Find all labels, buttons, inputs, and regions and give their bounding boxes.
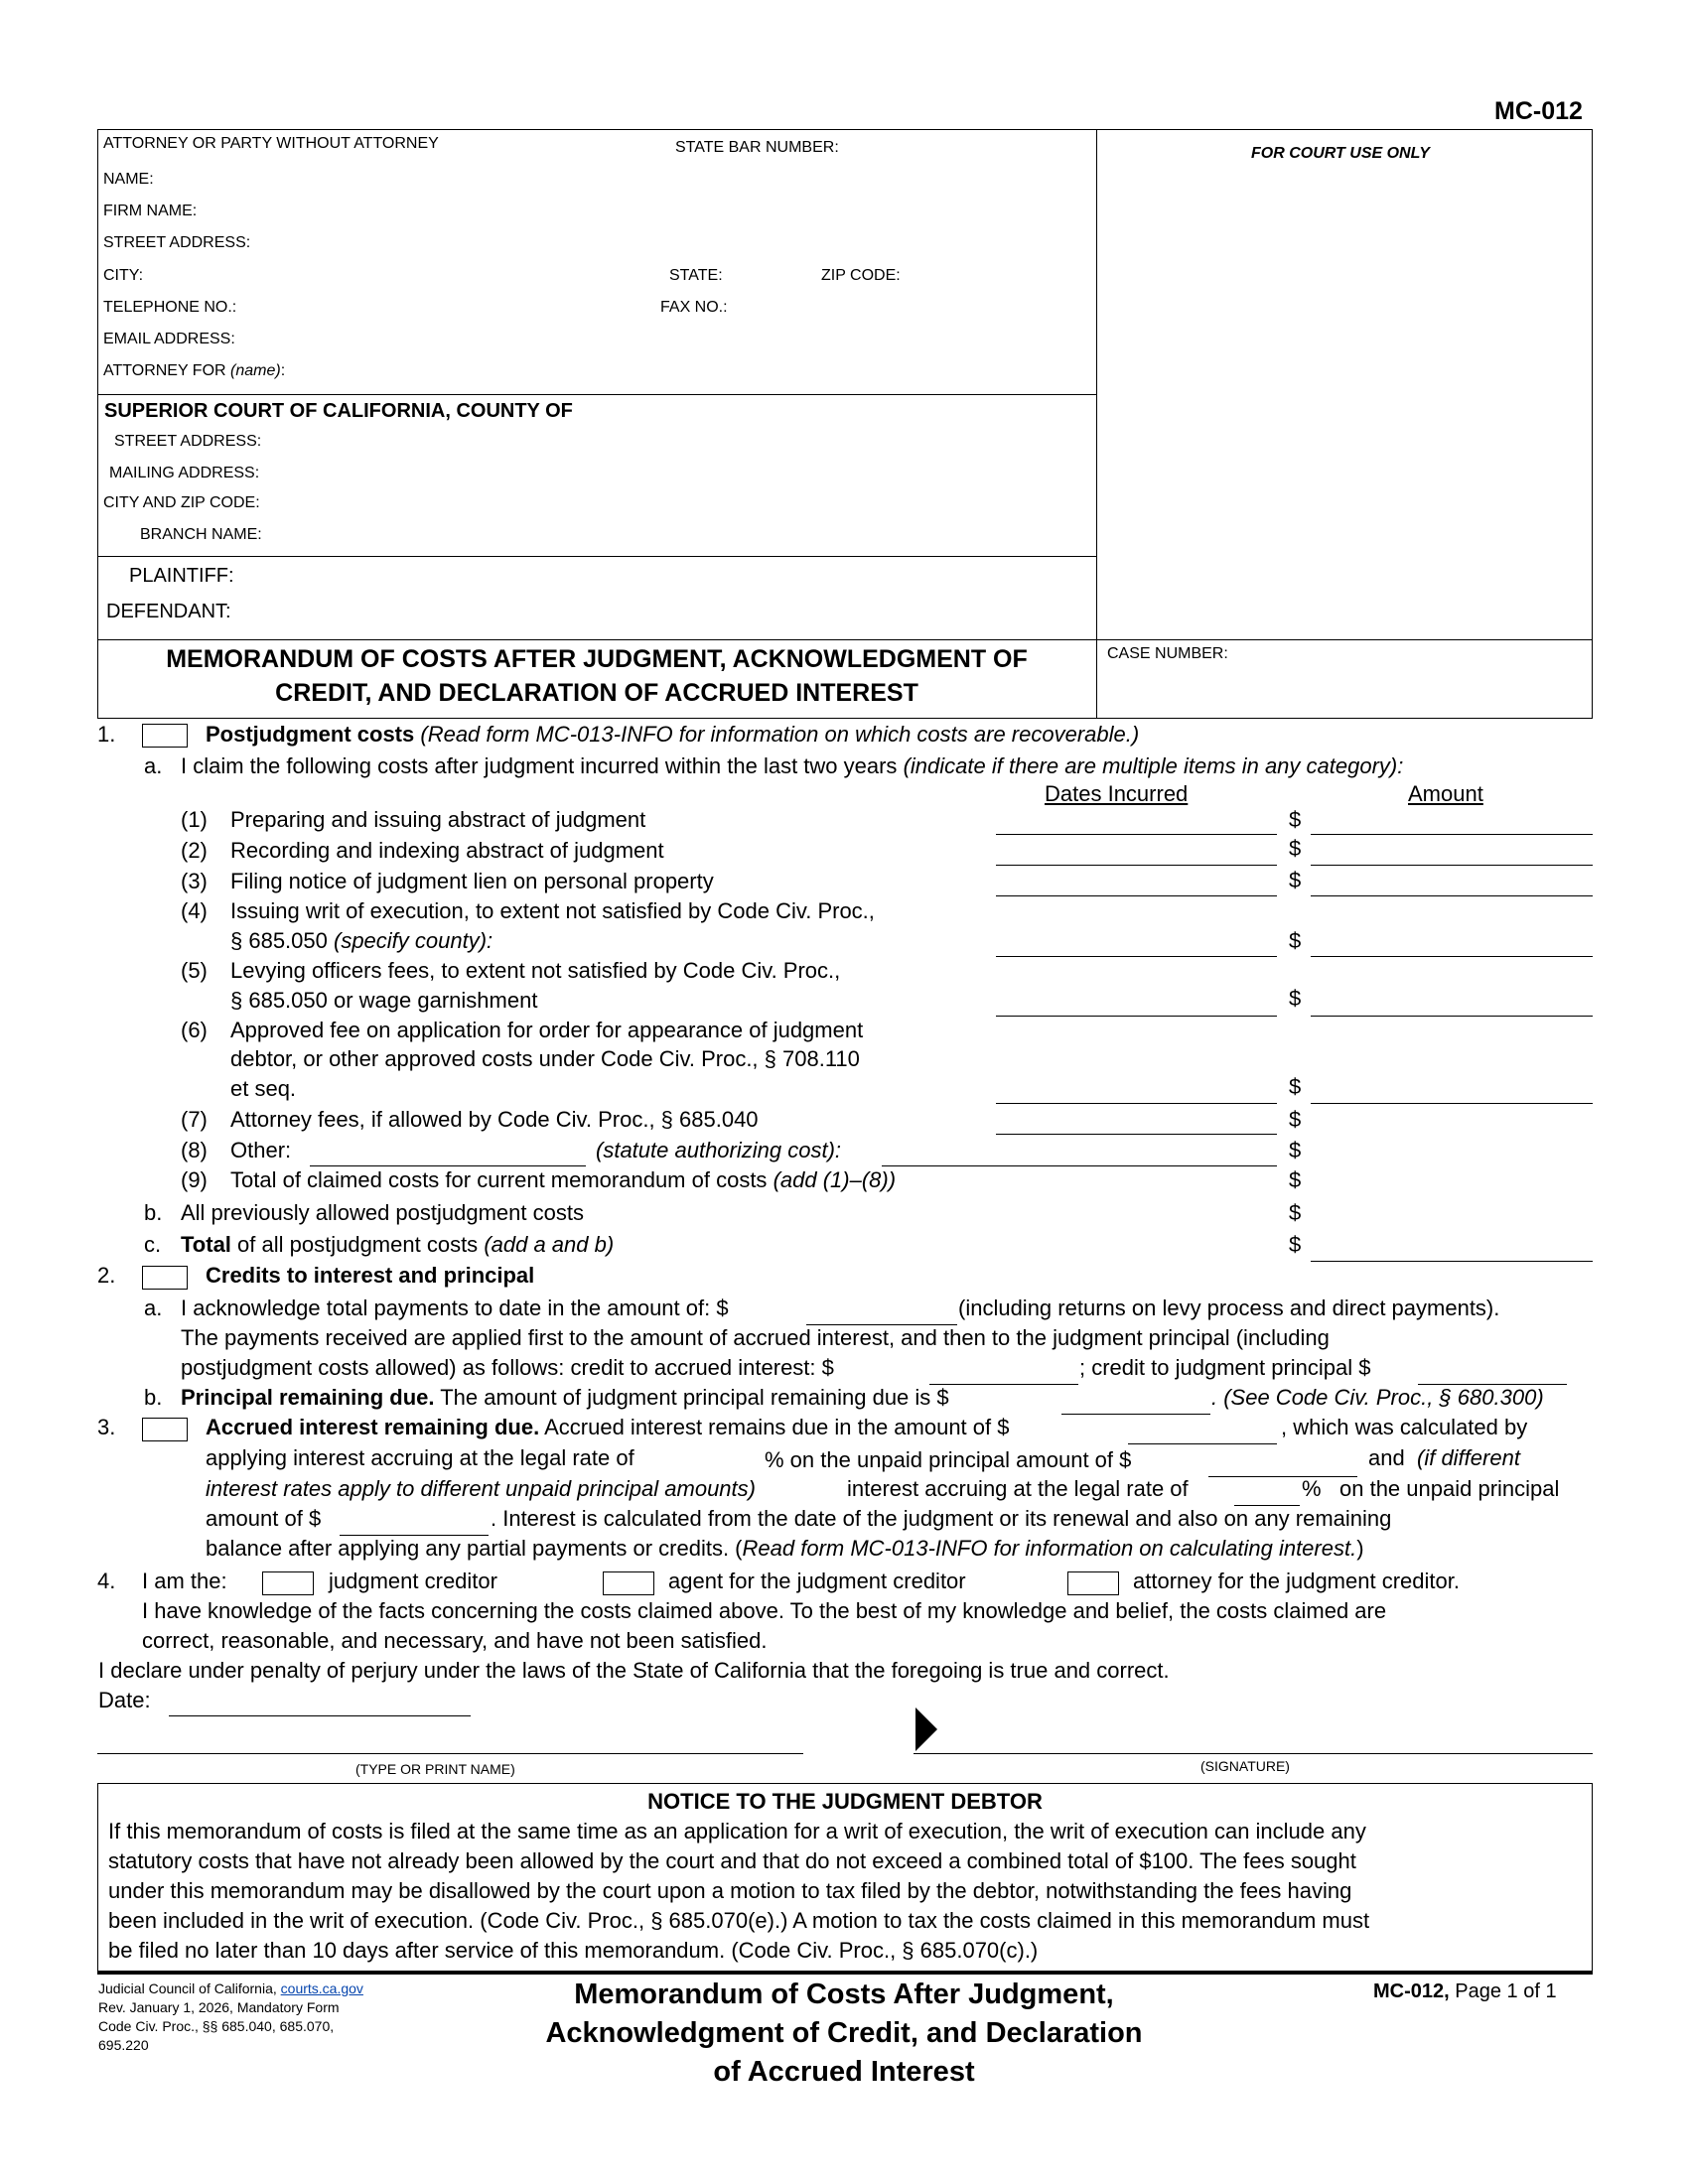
case-number-label: CASE NUMBER: <box>1107 645 1228 662</box>
fax-label: FAX NO.: <box>660 299 728 316</box>
s2a-line1-text: I acknowledge total payments to date in the amount of: $ <box>181 1296 729 1320</box>
notice-line-3: under this memorandum may be disallowed by the court upon a motion to tax filed by the debtor, notwithstanding the fees having <box>108 1878 1352 1903</box>
courts-link[interactable]: courts.ca.gov <box>280 1980 363 1996</box>
item-4-dates-field[interactable] <box>996 956 1277 957</box>
court-mailing-label: MAILING ADDRESS: <box>109 465 260 481</box>
col-dates-header: Dates Incurred <box>1045 781 1189 806</box>
s2-heading: Credits to interest and principal <box>206 1263 535 1288</box>
print-name-field[interactable] <box>97 1753 803 1754</box>
item-6-label-line2: debtor, or other approved costs under Code Civ. Proc., § 708.110 <box>230 1046 860 1071</box>
email-label: EMAIL ADDRESS: <box>103 331 235 347</box>
s4-line3: correct, reasonable, and necessary, and have not been satisfied. <box>142 1628 768 1653</box>
date-label: Date: <box>98 1688 151 1712</box>
print-name-label: (TYPE OR PRINT NAME) <box>355 1761 515 1777</box>
principal-remaining-field[interactable] <box>1061 1414 1210 1415</box>
item-5-number: (5) <box>181 958 208 983</box>
item-1-amount-field[interactable] <box>1311 834 1593 835</box>
doc-title-line1: MEMORANDUM OF COSTS AFTER JUDGMENT, ACKNOWLEDGMENT OF <box>166 645 1028 673</box>
s3-line2-mid: % on the unpaid principal amount of $ <box>765 1447 1132 1472</box>
s3-line5: balance after applying any partial payments or credits. (Read form MC-013-INFO for information on calculating interest.) <box>206 1536 1364 1561</box>
defendant-label: DEFENDANT: <box>106 601 231 622</box>
item-8-statute-label: (statute authorizing cost): <box>596 1138 842 1162</box>
signature-label: (SIGNATURE) <box>1200 1758 1290 1774</box>
notice-line-2: statutory costs that have not already been allowed by the court and that do not exceed a combined total of $100. The fees sought <box>108 1848 1356 1873</box>
item-9-label: Total of claimed costs for current memorandum of costs (add (1)–(8)) <box>230 1167 897 1192</box>
item-1-label: Preparing and issuing abstract of judgment <box>230 807 646 832</box>
notice-title: NOTICE TO THE JUDGMENT DEBTOR <box>647 1789 1043 1814</box>
s3-line4-pre: amount of $ <box>206 1506 322 1531</box>
s1c-amount-field[interactable] <box>1311 1261 1593 1262</box>
col-amount-header: Amount <box>1408 781 1483 806</box>
s3-number: 3. <box>97 1415 116 1439</box>
plaintiff-label: PLAINTIFF: <box>129 565 234 587</box>
s1b-label: b. <box>144 1200 163 1225</box>
item-5-label-line2: § 685.050 or wage garnishment <box>230 988 538 1013</box>
s3-line2-and: and <box>1368 1445 1405 1470</box>
s2-number: 2. <box>97 1263 116 1288</box>
item-3-amount-field[interactable] <box>1311 895 1593 896</box>
accrued-interest-field[interactable] <box>1128 1443 1277 1444</box>
item-2-dates-field[interactable] <box>996 865 1277 866</box>
item-6-number: (6) <box>181 1018 208 1042</box>
street-label: STREET ADDRESS: <box>103 234 251 251</box>
court-city-label: CITY AND ZIP CODE: <box>103 494 260 511</box>
notice-line-5: be filed no later than 10 days after service of this memorandum. (Code Civ. Proc., § 685.070(c).) <box>108 1938 1039 1963</box>
court-branch-label: BRANCH NAME: <box>140 526 262 543</box>
item-6-label: Approved fee on application for order for appearance of judgment <box>230 1018 864 1042</box>
s2a-label: a. <box>144 1296 163 1320</box>
s2a-line2: The payments received are applied first to the amount of accrued interest, and then to the judgment principal (including <box>181 1325 1330 1350</box>
attorney-label: attorney for the judgment creditor. <box>1133 1569 1460 1593</box>
phone-label: TELEPHONE NO.: <box>103 299 237 316</box>
judgment-creditor-checkbox[interactable] <box>262 1571 314 1595</box>
date-field[interactable] <box>169 1715 471 1716</box>
item-3-dates-field[interactable] <box>996 895 1277 896</box>
s1b-dollar: $ <box>1289 1200 1302 1225</box>
notice-line-1: If this memorandum of costs is filed at the same time as an application for a writ of execution, the writ of execution can include any <box>108 1819 1366 1843</box>
item-8-other-field[interactable] <box>310 1165 586 1166</box>
item-5-dates-field[interactable] <box>996 1016 1277 1017</box>
item-2-amount-field[interactable] <box>1311 865 1593 866</box>
court-street-label: STREET ADDRESS: <box>114 433 262 450</box>
s3-line3-post: interest accruing at the legal rate of <box>847 1476 1189 1501</box>
agent-checkbox[interactable] <box>603 1571 654 1595</box>
agent-label: agent for the judgment creditor <box>668 1569 966 1593</box>
city-label: CITY: <box>103 267 144 284</box>
item-1-number: (1) <box>181 807 208 832</box>
s1c-dollar: $ <box>1289 1232 1302 1257</box>
state-bar-label: STATE BAR NUMBER: <box>675 139 839 156</box>
footer-code1: Code Civ. Proc., §§ 685.040, 685.070, <box>98 2018 335 2034</box>
item-9-number: (9) <box>181 1167 208 1192</box>
s1c-text: Total of all postjudgment costs (add a and b) <box>181 1232 615 1257</box>
unpaid-principal-field[interactable] <box>1208 1476 1357 1477</box>
item-2-label: Recording and indexing abstract of judgment <box>230 838 664 863</box>
attorney-label: ATTORNEY OR PARTY WITHOUT ATTORNEY <box>103 135 439 152</box>
item-3-number: (3) <box>181 869 208 893</box>
attorney-checkbox[interactable] <box>1067 1571 1119 1595</box>
item-8-dollar: $ <box>1289 1138 1302 1162</box>
item-7-dates-field[interactable] <box>996 1134 1277 1135</box>
signature-arrow-icon <box>914 1706 939 1753</box>
item-5-amount-field[interactable] <box>1311 1016 1593 1017</box>
item-4-amount-field[interactable] <box>1311 956 1593 957</box>
item-6-dates-field[interactable] <box>996 1103 1277 1104</box>
attorney-for-label: ATTORNEY FOR (name): <box>103 362 286 379</box>
s1a-text: I claim the following costs after judgment incurred within the last two years (indicate if there are multiple items in any category): <box>181 753 1404 778</box>
item-3-dollar: $ <box>1289 868 1302 892</box>
item-8-number: (8) <box>181 1138 208 1162</box>
s1c-label: c. <box>144 1232 162 1257</box>
court-title: SUPERIOR COURT OF CALIFORNIA, COUNTY OF <box>104 400 573 422</box>
doc-title-line2: CREDIT, AND DECLARATION OF ACCRUED INTEREST <box>275 679 918 707</box>
footer-title-line1: Memorandum of Costs After Judgment, <box>574 1979 1114 2010</box>
item-8-statute-field[interactable] <box>882 1165 1277 1166</box>
signature-field[interactable] <box>914 1753 1593 1754</box>
zip-label: ZIP CODE: <box>821 267 901 284</box>
item-2-number: (2) <box>181 838 208 863</box>
s3-line2-italic: (if different <box>1417 1445 1520 1470</box>
item-1-dates-field[interactable] <box>996 834 1277 835</box>
s1-heading: Postjudgment costs (Read form MC-013-INFO for information on which costs are recoverable.) <box>206 722 1140 747</box>
s3-line4-post: . Interest is calculated from the date of the judgment or its renewal and also on any remaining <box>491 1506 1392 1531</box>
credit-interest-field[interactable] <box>929 1384 1078 1385</box>
court-use-label: FOR COURT USE ONLY <box>1251 145 1430 162</box>
item-7-number: (7) <box>181 1107 208 1132</box>
s2a-line1-post: (including returns on levy process and direct payments). <box>958 1296 1500 1320</box>
item-9-dollar: $ <box>1289 1167 1302 1192</box>
item-8-label: Other: <box>230 1138 292 1162</box>
s3-line3-end: on the unpaid principal <box>1339 1476 1560 1501</box>
firm-label: FIRM NAME: <box>103 203 198 219</box>
s4-iam: I am the: <box>142 1569 227 1593</box>
header-box <box>97 129 1593 719</box>
judgment-creditor-label: judgment creditor <box>329 1569 497 1593</box>
state-label: STATE: <box>669 267 723 284</box>
item-5-dollar: $ <box>1289 986 1302 1011</box>
item-4-dollar: $ <box>1289 928 1302 953</box>
item-4-label-line2: § 685.050 (specify county): <box>230 928 493 953</box>
s4-number: 4. <box>97 1569 116 1593</box>
item-5-label: Levying officers fees, to extent not satisfied by Code Civ. Proc., <box>230 958 841 983</box>
footer-code2: 695.220 <box>98 2037 149 2053</box>
s4-line2: I have knowledge of the facts concerning the costs claimed above. To the best of my knowledge and belief, the costs claimed are <box>142 1598 1387 1623</box>
footer-page: MC-012, Page 1 of 1 <box>1373 1980 1557 2002</box>
item-3-label: Filing notice of judgment lien on personal property <box>230 869 714 893</box>
footer-title-line3: of Accrued Interest <box>713 2056 975 2088</box>
s3-line1-post: , which was calculated by <box>1281 1415 1528 1439</box>
s3-line2-pre: applying interest accruing at the legal rate of <box>206 1445 634 1470</box>
s2a-line3-mid: ; credit to judgment principal $ <box>1079 1355 1371 1380</box>
s1b-text: All previously allowed postjudgment costs <box>181 1200 584 1225</box>
declaration: I declare under penalty of perjury under the laws of the State of California that the foregoing is true and correct. <box>98 1658 1170 1683</box>
footer-rule <box>97 1971 1593 1975</box>
item-4-number: (4) <box>181 898 208 923</box>
s3-checkbox[interactable] <box>142 1418 188 1441</box>
footer-council: Judicial Council of California, courts.ca.gov <box>98 1980 363 1996</box>
s2b-text: Principal remaining due. The amount of judgment principal remaining due is $ <box>181 1385 949 1410</box>
item-6-amount-field[interactable] <box>1311 1103 1593 1104</box>
footer-title-line2: Acknowledgment of Credit, and Declaration <box>545 2017 1143 2049</box>
item-6-label-line3: et seq. <box>230 1076 297 1101</box>
notice-line-4: been included in the writ of execution. (Code Civ. Proc., § 685.070(e).) A motion to tax the costs claimed in this memorandum must <box>108 1908 1370 1933</box>
s2-checkbox[interactable] <box>142 1266 188 1290</box>
item-6-dollar: $ <box>1289 1074 1302 1099</box>
s2b-note: . (See Code Civ. Proc., § 680.300) <box>1211 1385 1544 1410</box>
s2b-label: b. <box>144 1385 163 1410</box>
s1a-label: a. <box>144 753 163 778</box>
item-7-label: Attorney fees, if allowed by Code Civ. Proc., § 685.040 <box>230 1107 759 1132</box>
footer-rev: Rev. January 1, 2026, Mandatory Form <box>98 1999 340 2015</box>
item-4-label: Issuing writ of execution, to extent not satisfied by Code Civ. Proc., <box>230 898 875 923</box>
form-id: MC-012 <box>1494 97 1583 125</box>
s1-checkbox[interactable] <box>142 724 188 748</box>
s3-line1: Accrued interest remaining due. Accrued interest remains due in the amount of $ <box>206 1415 1010 1439</box>
name-label: NAME: <box>103 171 154 188</box>
s1-number: 1. <box>97 722 116 747</box>
item-7-dollar: $ <box>1289 1107 1302 1132</box>
s3-line3-pct: % <box>1302 1476 1322 1501</box>
item-2-dollar: $ <box>1289 836 1302 861</box>
s2a-line3-text: postjudgment costs allowed) as follows: credit to accrued interest: $ <box>181 1355 834 1380</box>
item-1-dollar: $ <box>1289 807 1302 832</box>
s3-line3-italic: interest rates apply to different unpaid principal amounts) <box>206 1476 756 1501</box>
